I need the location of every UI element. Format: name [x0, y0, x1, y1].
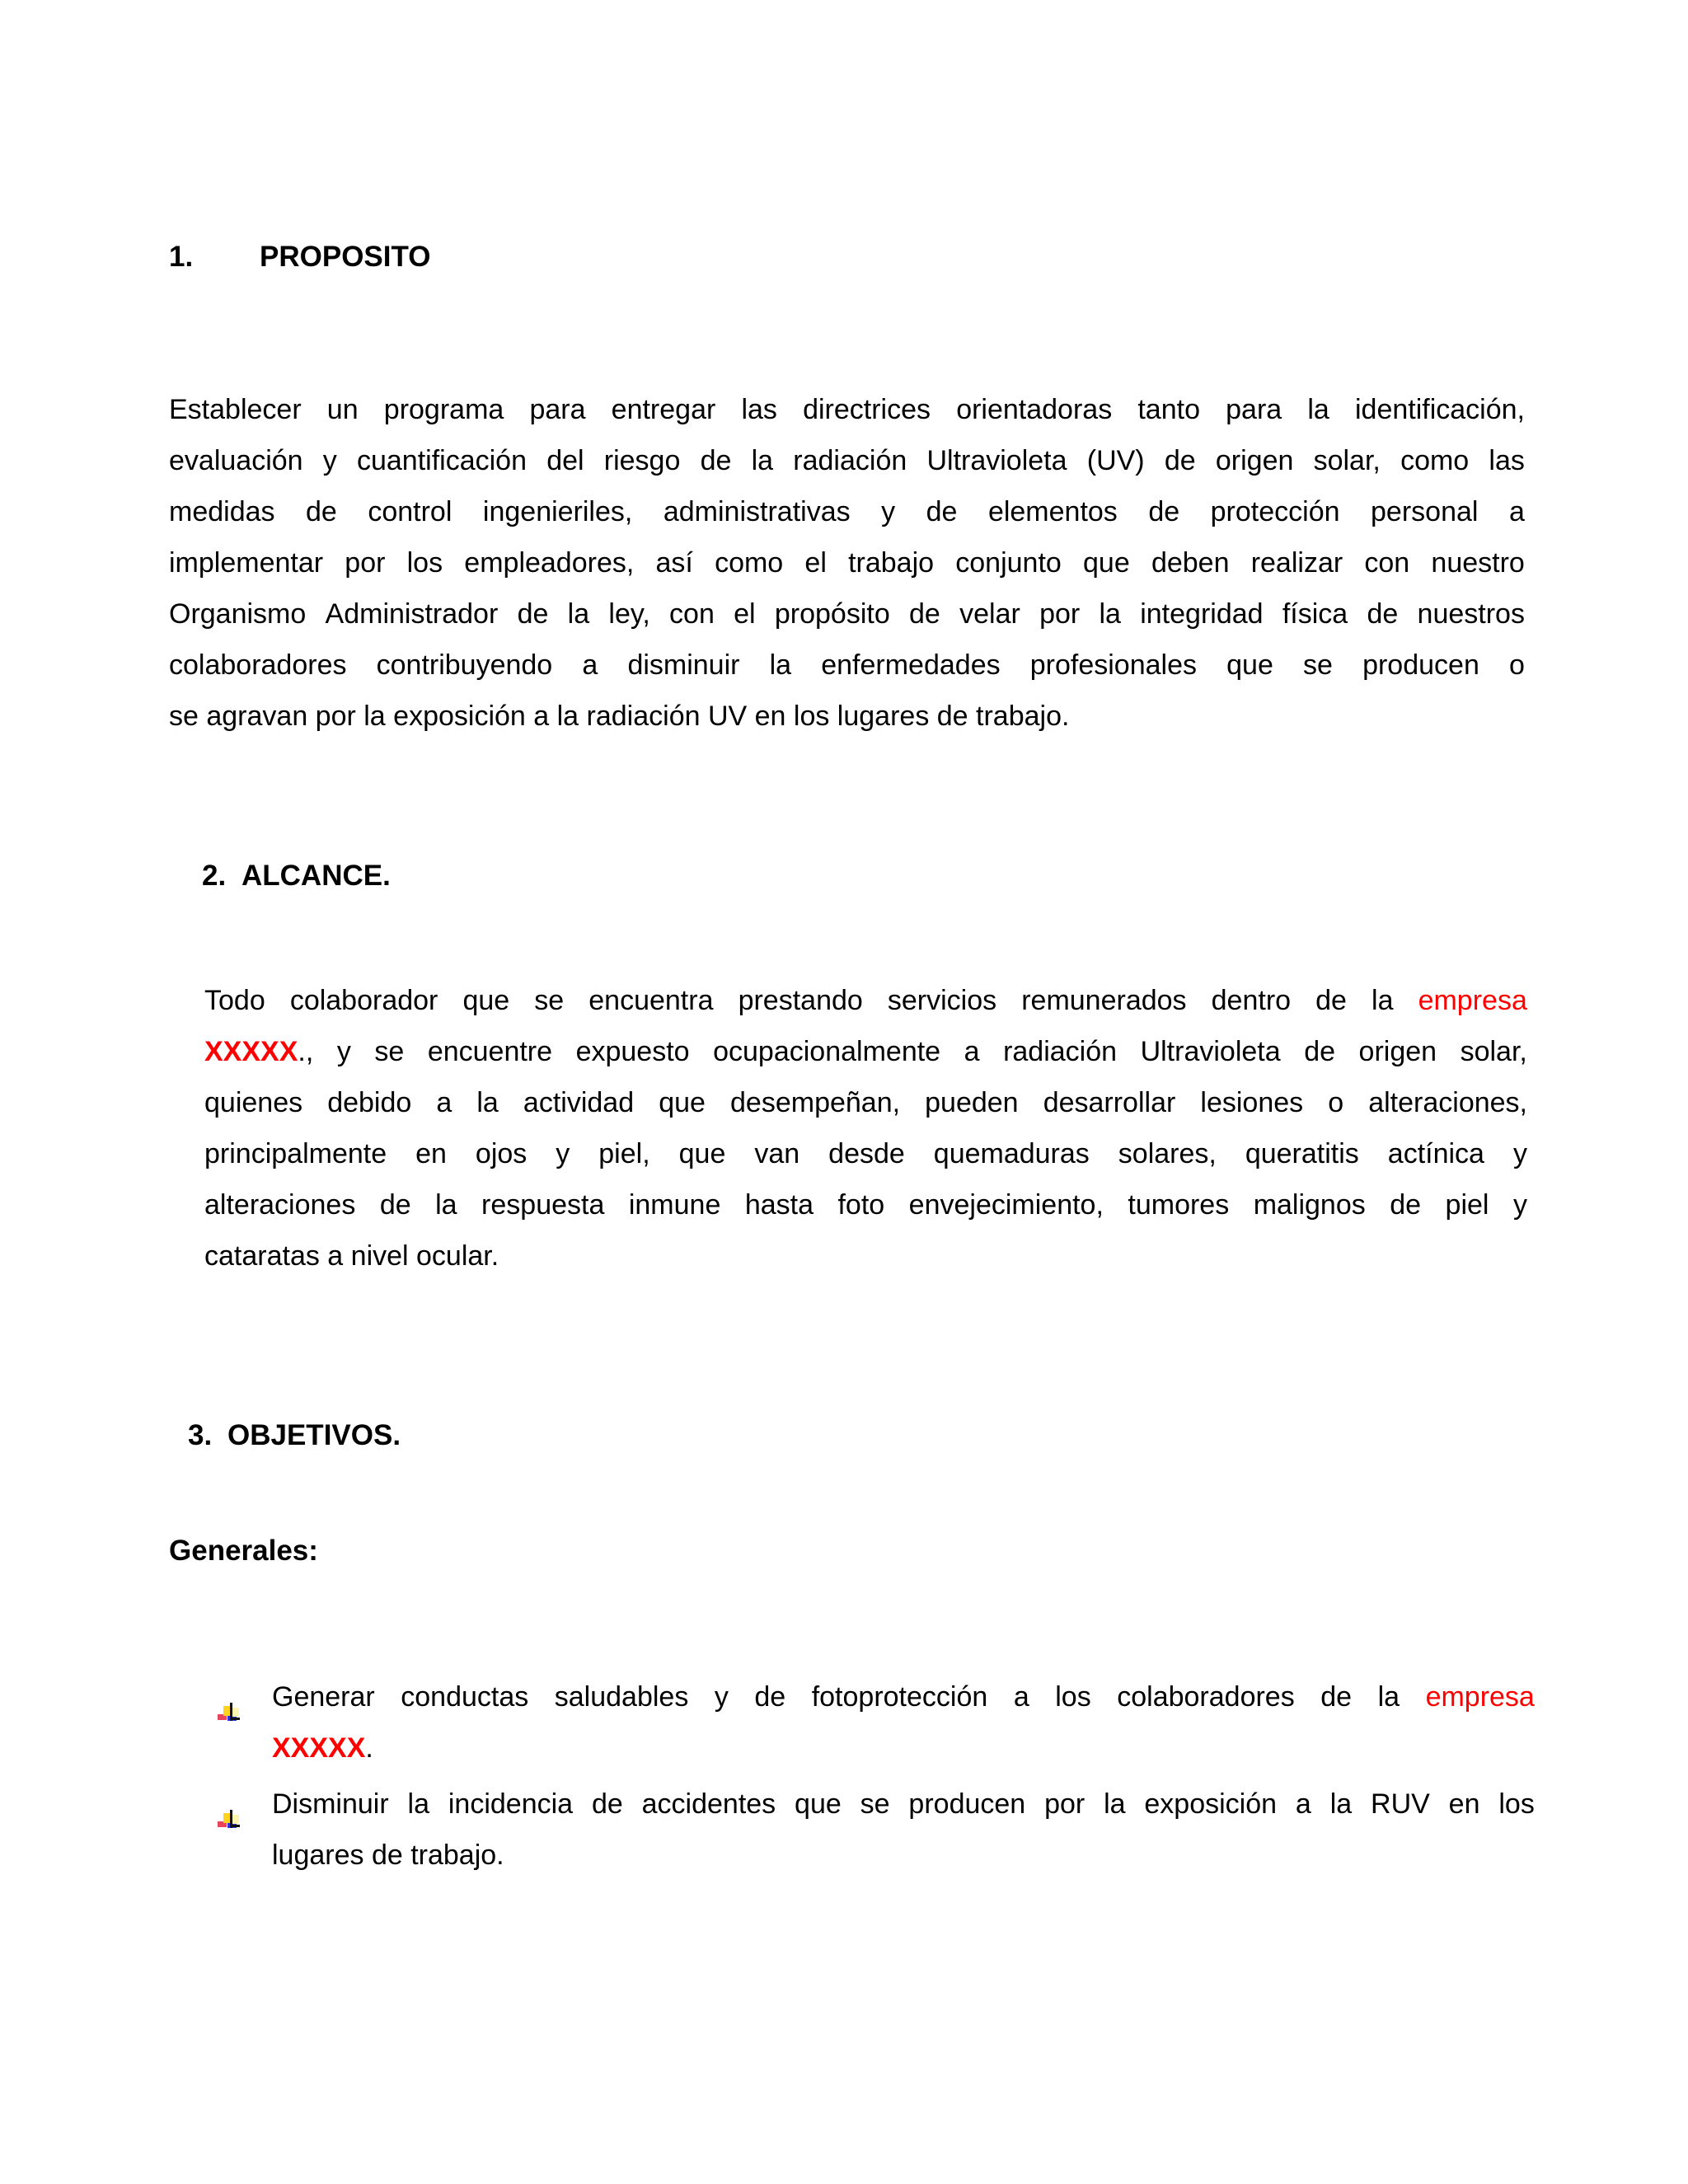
paragraph-alcance-line-3: quienes debido a la actividad que desempeñan, pueden desarrollar lesiones o alteraciones,	[204, 1087, 1527, 1118]
red-word-xxxxx: XXXXX	[272, 1732, 366, 1764]
list-item-line-1: Disminuir la incidencia de accidentes que se producen por la exposición a la RUV en los	[272, 1788, 1535, 1820]
heading-objetivos	[188, 1419, 401, 1452]
paragraph-proposito-line-3: medidas de control ingenieriles, administrativas y de elementos de protección personal a	[169, 496, 1525, 527]
paragraph-alcance-line-2: XXXXX., y se encuentre expuesto ocupacionalmente a radiación Ultravioleta de origen solar,	[204, 1036, 1527, 1067]
list-item-line-1: Generar conductas saludables y de fotoprotección a los colaboradores de la empresa	[272, 1671, 1535, 1722]
paragraph-alcance-line-4: principalmente en ojos y piel, que van desde quemaduras solares, queratitis actínica y	[204, 1138, 1527, 1169]
paragraph-alcance-line-1: Todo colaborador que se encuentra prestando servicios remunerados dentro de la empresa	[204, 975, 1527, 1026]
objetivos-generales-list	[216, 1671, 1535, 1886]
paragraph-alcance	[204, 975, 1527, 1282]
red-word-xxxxx: XXXXX	[204, 1036, 298, 1067]
list-item-line-2	[272, 1722, 1535, 1774]
red-word-empresa: empresa	[1425, 1681, 1535, 1713]
paragraph-proposito-line-5: Organismo Administrador de la ley, con el propósito de velar por la integridad física de nuestros	[169, 598, 1525, 630]
paragraph-proposito-line-2: evaluación y cuantificación del riesgo de la radiación Ultravioleta (UV) de origen solar, como las	[169, 445, 1525, 476]
paragraph-proposito-line-1: Establecer un programa para entregar las directrices orientadoras tanto para la identificación,	[169, 394, 1525, 425]
list-item	[216, 1779, 1535, 1881]
multicolor-arrow-bullet-icon	[216, 1688, 242, 1713]
paragraph-alcance-line-6: cataratas a nivel ocular.	[204, 1240, 499, 1272]
heading-proposito	[169, 241, 430, 274]
heading-number-2: 2.	[202, 860, 227, 892]
heading-title-objetivos: OBJETIVOS.	[227, 1419, 401, 1451]
paragraph-proposito	[169, 384, 1525, 742]
list-item-line-2: lugares de trabajo.	[272, 1840, 504, 1871]
paragraph-proposito-line-4: implementar por los empleadores, así como el trabajo conjunto que deben realizar con nuestro	[169, 547, 1525, 579]
label-generales: Generales:	[169, 1535, 318, 1567]
paragraph-proposito-line-7: se agravan por la exposición a la radiación UV en los lugares de trabajo.	[169, 701, 1070, 732]
list-item	[216, 1671, 1535, 1774]
multicolor-arrow-bullet-icon	[216, 1795, 242, 1820]
paragraph-alcance-line-5: alteraciones de la respuesta inmune hasta foto envejecimiento, tumores malignos de piel y	[204, 1189, 1527, 1221]
heading-number-1: 1.	[169, 241, 194, 273]
period-after-xxxxx: .	[365, 1732, 373, 1764]
heading-alcance	[202, 860, 391, 893]
red-word-empresa: empresa	[1418, 985, 1527, 1016]
paragraph-proposito-line-6: colaboradores contribuyendo a disminuir la enfermedades profesionales que se producen o	[169, 649, 1525, 681]
heading-title-alcance: ALCANCE.	[241, 860, 391, 892]
heading-title-proposito: PROPOSITO	[260, 241, 431, 273]
heading-number-3: 3.	[188, 1419, 213, 1451]
